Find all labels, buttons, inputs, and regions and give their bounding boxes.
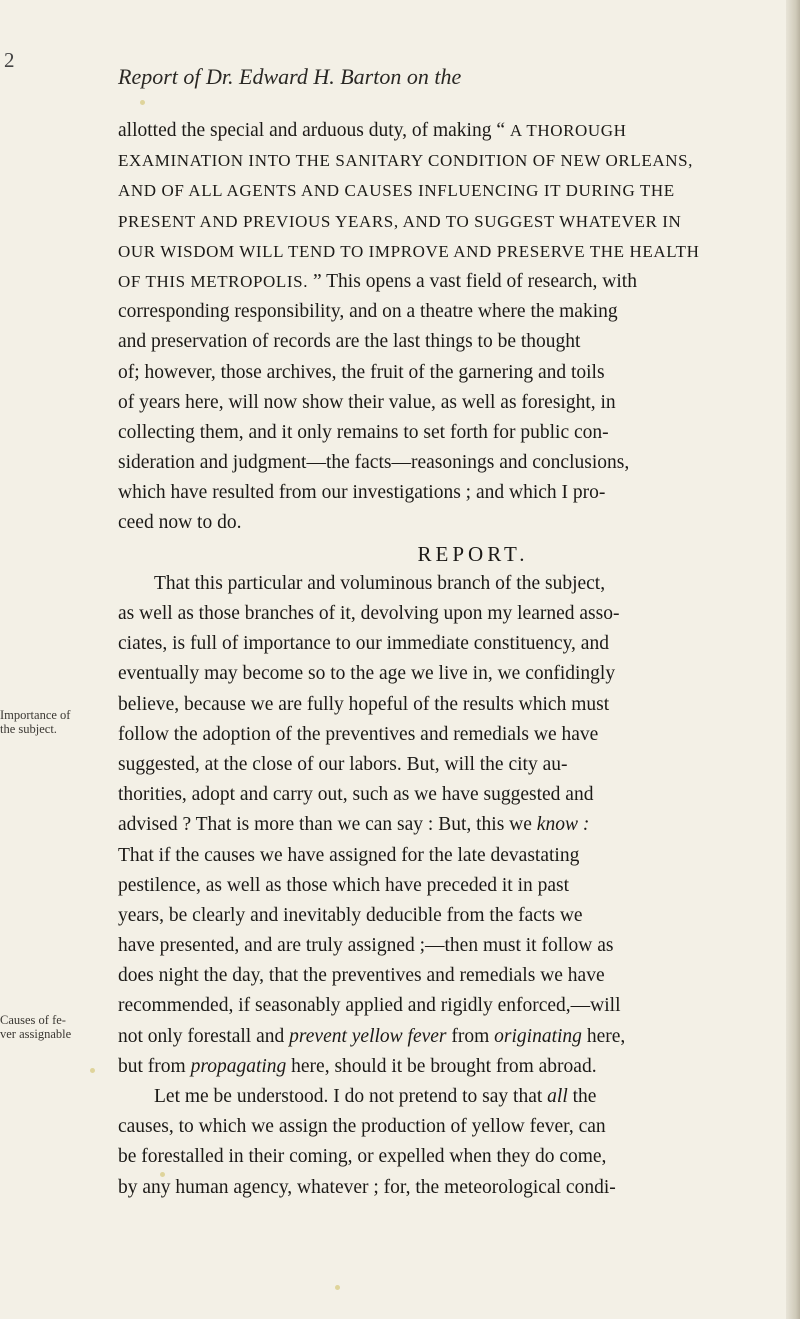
paper-stain [90, 1068, 95, 1073]
text-line: and preservation of records are the last things to be thought [118, 331, 581, 353]
text-line: not only forestall and prevent yellow fever from originating here, [118, 1025, 626, 1047]
page-edge [786, 0, 800, 1319]
text-line: years, be clearly and inevitably deducible from the facts we [118, 904, 583, 926]
paper-stain [160, 1172, 165, 1177]
text-line: Let me be understood. I do not pretend to say that all the [154, 1086, 597, 1107]
text-line: collecting them, and it only remains to set forth for public con- [118, 421, 609, 443]
text-line: ciates, is full of importance to our immediate constituency, and [118, 633, 609, 655]
text-line: corresponding responsibility, and on a theatre where the making [118, 301, 618, 323]
page-number: 2 [4, 48, 15, 72]
text-line: PRESENT AND PREVIOUS YEARS, AND TO SUGGEST WHATEVER IN [118, 211, 682, 231]
text-line: of; however, those archives, the fruit of the garnering and toils [118, 361, 605, 383]
text-line: EXAMINATION INTO THE SANITARY CONDITION OF NEW ORLEANS, [118, 151, 693, 171]
text-line: of years here, will now show their value, as well as foresight, in [118, 391, 616, 413]
text-line: believe, because we are fully hopeful of the results which must [118, 693, 610, 715]
text-line: be forestalled in their coming, or expelled when they do come, [118, 1146, 607, 1168]
text-line: AND OF ALL AGENTS AND CAUSES INFLUENCING IT DURING THE [118, 181, 675, 201]
text-line: allotted the special and arduous duty, of making “ A THOROUGH [118, 120, 627, 141]
margin-note-importance: Importance of the subject. [0, 708, 71, 736]
text-line: thorities, adopt and carry out, such as we have suggested and [118, 784, 594, 806]
text-line: OUR WISDOM WILL TEND TO IMPROVE AND PRESERVE THE HEALTH [118, 241, 700, 261]
text-line: advised ? That is more than we can say : But, this we know : [118, 814, 590, 836]
text-line: have presented, and are truly assigned ;—then must it follow as [118, 935, 614, 957]
section-heading: REPORT. [417, 541, 529, 566]
text-line: by any human agency, whatever ; for, the meteorological condi- [118, 1176, 616, 1198]
text-line: OF THIS METROPOLIS. ” This opens a vast field of research, with [118, 270, 637, 292]
margin-note-causes: Causes of fe- ver assignable [0, 1013, 72, 1041]
text-line: follow the adoption of the preventives and remedials we have [118, 723, 599, 745]
text-line: does night the day, that the preventives and remedials we have [118, 965, 605, 987]
paper-stain [335, 1285, 340, 1290]
text-line: That if the causes we have assigned for the late devastating [118, 844, 580, 866]
text-line: eventually may become so to the age we live in, we confidingly [118, 663, 616, 685]
text-line: ceed now to do. [118, 512, 242, 534]
paper-stain [140, 100, 145, 105]
text-line: suggested, at the close of our labors. But, will the city au- [118, 753, 568, 775]
running-title: Report of Dr. Edward H. Barton on the [118, 64, 462, 89]
text-line: causes, to which we assign the production of yellow fever, can [118, 1116, 606, 1138]
text-line: sideration and judgment—the facts—reasonings and conclusions, [118, 452, 630, 474]
text-line: which have resulted from our investigations ; and which I pro- [118, 482, 606, 504]
text-line: recommended, if seasonably applied and rigidly enforced,—will [118, 995, 621, 1017]
text-line: pestilence, as well as those which have preceded it in past [118, 874, 570, 896]
text-line: That this particular and voluminous branch of the subject, [154, 572, 606, 594]
text-line: as well as those branches of it, devolving upon my learned asso- [118, 603, 620, 624]
body-text [118, 116, 768, 1203]
text-line: but from propagating here, should it be brought from abroad. [118, 1055, 597, 1077]
